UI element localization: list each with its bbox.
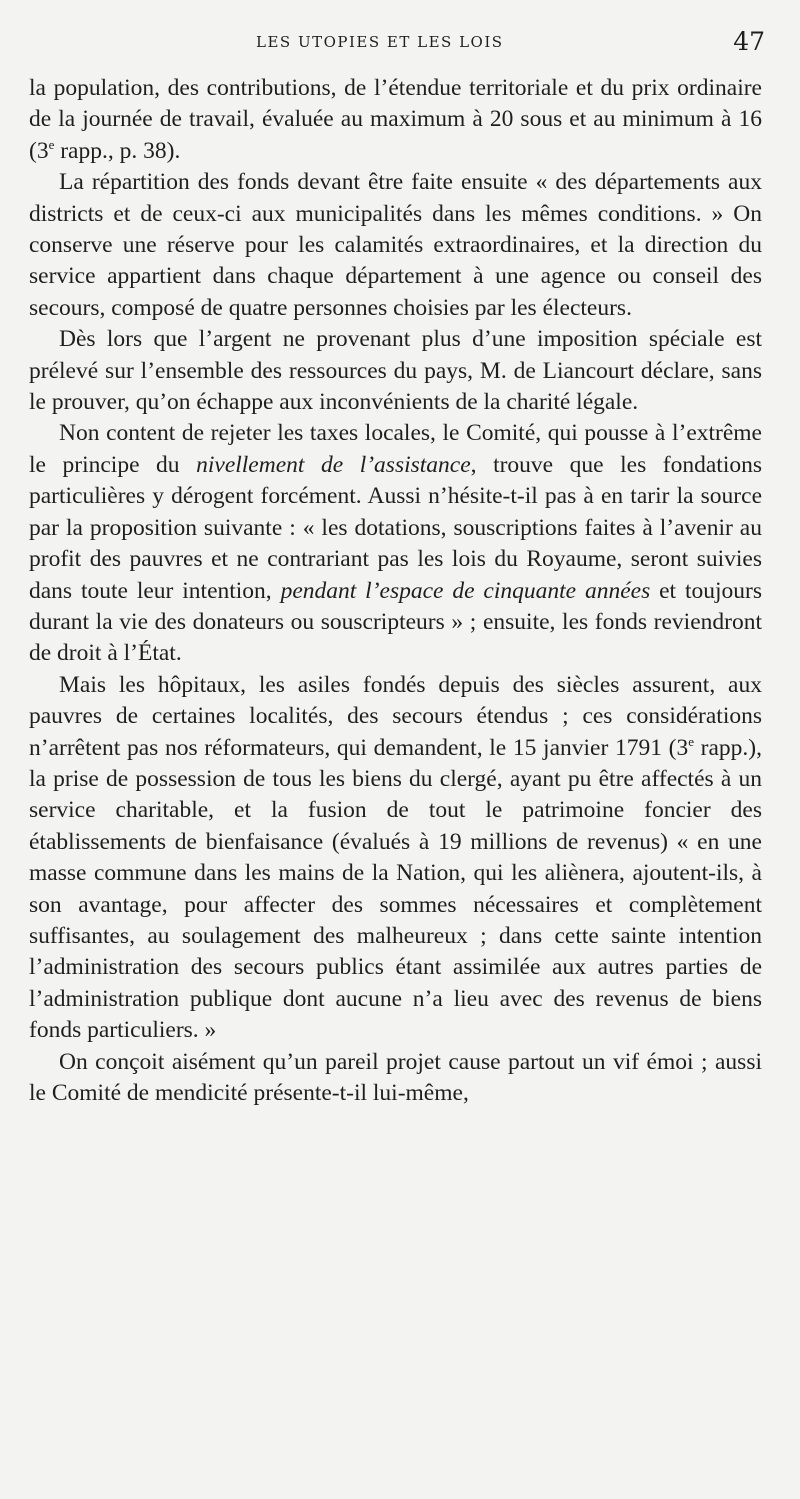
text-run: La répartition des fonds devant être faite ensuite « des départements aux districts et de ceux-ci aux municipalités dans les mêmes conditions. » On conserve une réserve pour les calamités extraordinaires, et la direction du service appartient dans chaque département à une agence ou conseil des secours, composé de quatre personnes choisies par les électeurs.	[29, 169, 762, 321]
text-run: et toujours durant la vie des donateurs ou souscripteurs » ; ensuite, les fonds reviendront de droit à l’État.	[29, 577, 762, 667]
text-run: la population, des contributions, de l’étendue territoriale et du prix ordinaire de la journée de travail, évaluée au maximum à 20 sous et au minimum à 16 (3	[29, 75, 762, 164]
text-run: , trouve que les fondations particulières y dérogent forcément. Aussi n’hésite-t-il pas à en tarir la source par la proposition suivante : « les dotations, souscriptions faites à l’avenir au profit des pauvres et ne contrariant pas les lois du Royaume, seront suivies dans toute leur intention,	[29, 451, 762, 604]
text-run: On conçoit aisément qu’un pareil projet cause partout un vif émoi ; aussi le Comité de mendicité présente-t-il lui-même,	[29, 1048, 762, 1106]
page-number: 47	[733, 27, 765, 56]
running-title: LES UTOPIES ET LES LOIS	[256, 33, 504, 51]
text-run: Non content de rejeter les taxes locales, le Comité, qui pousse à l’extrême le principe du	[29, 420, 762, 478]
italic-text: pendant l’espace de cinquante années	[280, 577, 651, 604]
paragraph	[29, 324, 762, 418]
running-head	[30, 27, 765, 57]
paragraph	[29, 670, 762, 1047]
text-run: rapp.), la prise de possession de tous les biens du clergé, ayant pu être affectés à un service charitable, et la fusion de tout le patrimoine foncier des établissements de bienfaisance (évalués à 19 millions de revenus) « en une masse commune dans les mains de la Nation, qui les aliènera, ajoutent-ils, à son avantage, pour affecter des sommes nécessaires et complètement suffisantes, au soulagement des malheureux ; dans cette sainte intention l’administration des secours publics étant assimilée aux autres parties de l’administration publique dont aucune n’a lieu avec des revenus de biens fonds particuliers. »	[29, 734, 762, 1044]
superscript: e	[688, 733, 694, 749]
paragraph	[29, 167, 762, 324]
italic-text: nivellement de l’assistance	[196, 451, 471, 478]
text-run: Dès lors que l’argent ne provenant plus d’une imposition spéciale est prélevé sur l’ensemble des ressources du pays, M. de Liancourt déclare, sans le prouver, qu’on échappe aux inconvénients de la charité légale.	[29, 326, 762, 416]
paragraph	[29, 418, 762, 669]
superscript: e	[48, 136, 55, 152]
body-text	[29, 73, 762, 1109]
text-run: rapp., p. 38).	[54, 137, 181, 164]
paragraph	[29, 73, 762, 167]
paragraph	[29, 1047, 762, 1110]
text-run: Mais les hôpitaux, les asiles fondés depuis des siècles assurent, aux pauvres de certaines localités, des secours étendus ; ces considérations n’arrêtent pas nos réformateurs, qui demandent, le 15 janvier 1791 (3	[29, 671, 762, 761]
